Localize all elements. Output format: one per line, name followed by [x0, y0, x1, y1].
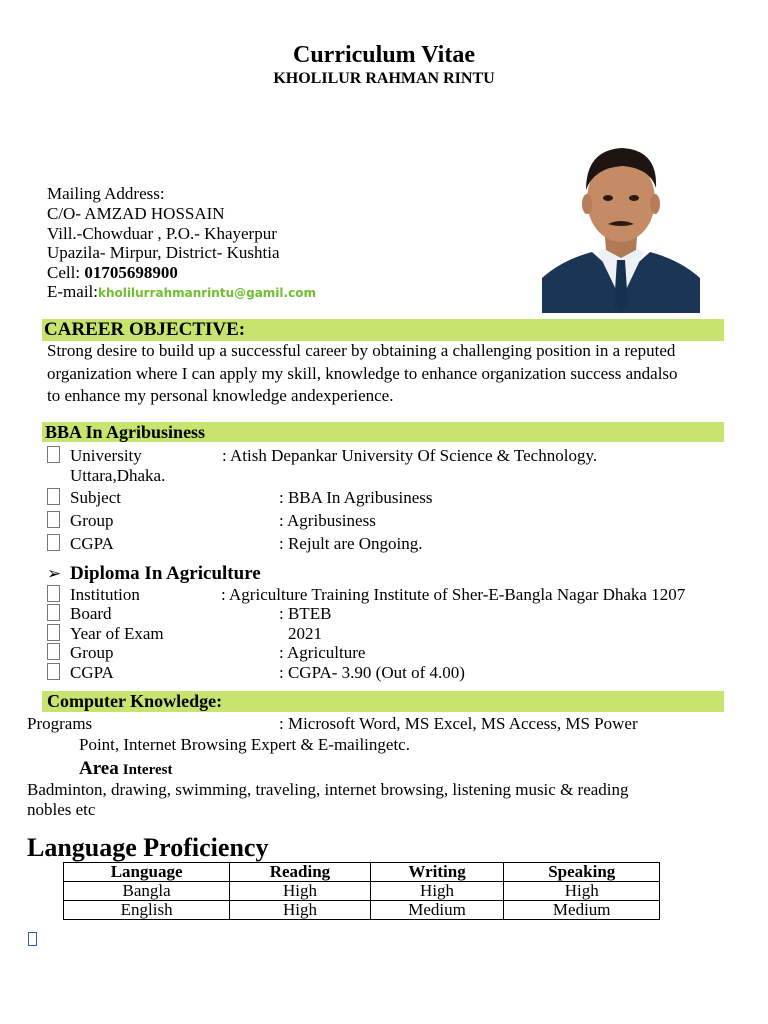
language-table-header-row: [64, 863, 660, 882]
table-cell: High: [504, 882, 660, 901]
care-of-line: C/O- AMZAD HOSSAIN: [47, 204, 225, 223]
cell-line: [47, 263, 178, 283]
table-cell: High: [230, 882, 370, 901]
table-cell: High: [370, 882, 504, 901]
column-header-language: Language: [64, 863, 230, 882]
bba-group-bullet: [47, 511, 60, 531]
table-row: [64, 901, 660, 920]
bba-university-value: : Atish Depankar University Of Science & Technology.: [222, 446, 598, 465]
mailing-address-label: Mailing Address:: [47, 184, 165, 203]
table-row: [64, 882, 660, 901]
career-objective-line-2: organization where I can apply my skill, knowledge to enhance organization success andalso: [47, 363, 678, 383]
diploma-cgpa-value: : CGPA- 3.90 (Out of 4.00): [279, 663, 465, 682]
profile-photo-image: [542, 128, 700, 313]
bba-group-value: : Agribusiness: [279, 511, 376, 530]
diploma-group-bullet: [47, 643, 60, 663]
diploma-institution-value: : Agriculture Training Institute of Sher-E-Bangla Nagar Dhaka 1207: [221, 585, 686, 604]
career-objective-line-3: to enhance my personal knowledge andexperience.: [47, 386, 394, 406]
diploma-arrow-icon: ➢: [47, 564, 62, 583]
cell-number: 01705698900: [84, 263, 178, 282]
bba-group-label: Group: [70, 511, 114, 530]
table-cell: Bangla: [64, 882, 230, 901]
diploma-institution-bullet: [47, 585, 60, 605]
interest-heading: [79, 758, 172, 780]
language-table: [63, 862, 660, 920]
profile-photo: [542, 128, 700, 313]
email-line: [47, 282, 316, 303]
bba-subject-label: Subject: [70, 488, 121, 507]
diploma-cgpa-bullet: [47, 663, 60, 683]
programs-value-cont: Point, Internet Browsing Expert & E-mailingetc.: [79, 735, 410, 754]
bba-cgpa-label: CGPA: [70, 534, 114, 553]
diploma-year-bullet: [47, 624, 60, 644]
computer-knowledge-band: [42, 691, 724, 712]
bba-cgpa-bullet: [47, 534, 60, 554]
bba-university-label: University: [70, 446, 142, 465]
interest-heading-interest: Interest: [122, 762, 173, 778]
placeholder-box-icon: [28, 932, 37, 946]
table-cell: English: [64, 901, 230, 920]
career-objective-line-1: Strong desire to build up a successful career by obtaining a challenging position in a reputed: [47, 341, 676, 360]
career-objective-band: [42, 319, 724, 341]
bba-heading: BBA In Agribusiness: [45, 422, 206, 442]
email-label: E-mail:: [47, 282, 98, 301]
bba-subject-bullet: [47, 488, 60, 508]
table-cell: High: [230, 901, 370, 920]
diploma-heading: Diploma In Agriculture: [70, 563, 261, 584]
cv-title: Curriculum Vitae: [293, 42, 475, 68]
bba-cgpa-value: : Rejult are Ongoing.: [279, 534, 423, 553]
interest-line-1: Badminton, drawing, swimming, traveling, internet browsing, listening music & reading: [27, 780, 629, 799]
column-header-writing: Writing: [370, 863, 504, 882]
village-line: Vill.-Chowduar , P.O.- Khayerpur: [47, 224, 277, 243]
interest-line-2: nobles etc: [27, 800, 96, 819]
career-objective-heading: CAREER OBJECTIVE:: [44, 319, 246, 340]
computer-knowledge-heading: Computer Knowledge:: [47, 691, 223, 711]
cell-label: Cell:: [47, 263, 85, 282]
diploma-year-value: 2021: [288, 624, 322, 643]
interest-heading-area: Area: [79, 758, 119, 779]
bba-subject-value: : BBA In Agribusiness: [279, 488, 433, 507]
diploma-year-label: Year of Exam: [70, 624, 164, 643]
language-proficiency-heading: Language Proficiency: [27, 833, 269, 862]
career-objective-text: [47, 340, 727, 408]
bba-university-bullet: [47, 446, 60, 466]
upazila-line: Upazila- Mirpur, District- Kushtia: [47, 243, 280, 262]
table-cell: Medium: [504, 901, 660, 920]
diploma-group-label: Group: [70, 643, 114, 662]
diploma-group-value: : Agriculture: [279, 643, 366, 662]
bba-university-cont: Uttara,Dhaka.: [70, 466, 166, 485]
diploma-board-bullet: [47, 604, 60, 624]
candidate-name: KHOLILUR RAHMAN RINTU: [273, 70, 495, 87]
diploma-board-value: : BTEB: [279, 604, 332, 623]
table-cell: Medium: [370, 901, 504, 920]
diploma-board-label: Board: [70, 604, 112, 623]
programs-label: Programs: [27, 714, 93, 733]
diploma-institution-label: Institution: [70, 585, 140, 604]
column-header-speaking: Speaking: [504, 863, 660, 882]
column-header-reading: Reading: [230, 863, 370, 882]
bba-band: [42, 422, 724, 442]
email-address: kholilurrahmanrintu@gamil.com: [97, 286, 316, 300]
programs-value: : Microsoft Word, MS Excel, MS Access, MS Power: [279, 714, 638, 733]
diploma-cgpa-label: CGPA: [70, 663, 114, 682]
